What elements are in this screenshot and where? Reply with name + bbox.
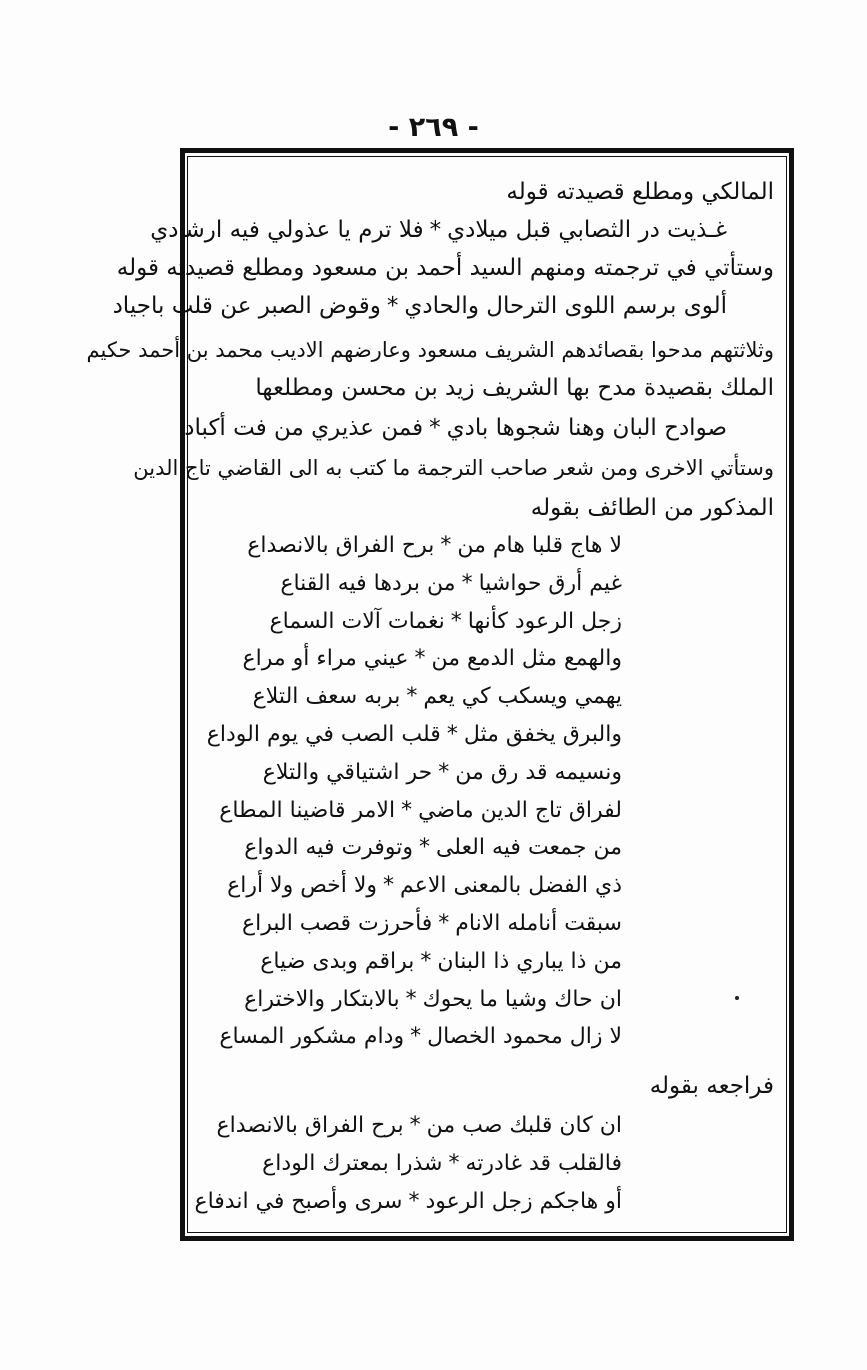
verse-first-hemistich: ألوى برسم اللوى الترحال والحادي	[404, 293, 727, 319]
verse-second-hemistich: فمن عذيري من فت أكباد	[184, 415, 424, 441]
verse-separator: *	[420, 948, 432, 974]
verse-first-hemistich: سبقت أنامله الانام	[455, 911, 622, 936]
page-number: - ٢٦٩ -	[388, 112, 479, 143]
reply-intro: فراجعه بقوله	[649, 1073, 774, 1099]
verse-first-hemistich: زجل الرعود كأنها	[467, 608, 622, 634]
verse-separator: *	[409, 1113, 421, 1138]
poem-verse	[219, 1021, 622, 1053]
poem-verse	[260, 946, 622, 978]
poem-verse	[217, 1110, 622, 1142]
prose-line: الملك بقصيدة مدح بها الشريف زيد بن محسن ومطلعها	[255, 375, 774, 401]
poem-verse	[263, 757, 622, 789]
verse-separator: *	[418, 835, 430, 861]
verse-first-hemistich: صوادح البان وهنا شجوها بادي	[446, 415, 727, 441]
verse-second-hemistich: عيني مراء أو مراع	[242, 646, 409, 672]
poem-verse	[227, 870, 622, 902]
verse-first-hemistich: من جمعت فيه العلى	[435, 835, 622, 861]
verse-line	[112, 290, 727, 322]
poem-verse	[219, 795, 622, 827]
verse-second-hemistich: شذرا بمعترك الوداع	[262, 1151, 443, 1176]
poem-verse	[280, 568, 622, 600]
verse-separator: *	[461, 570, 473, 596]
verse-second-hemistich: برح الفراق بالانصداع	[216, 1113, 404, 1138]
verse-second-hemistich: فلا ترم يا عذولي فيه ارشادي	[150, 217, 424, 243]
verse-separator: *	[438, 911, 450, 936]
verse-first-hemistich: ونسيمه قد رق من	[455, 759, 622, 785]
prose-line: المذكور من الطائف بقوله	[530, 495, 774, 521]
verse-separator: *	[408, 1189, 420, 1214]
verse-second-hemistich: براقم وبدى ضياع	[260, 948, 415, 974]
verse-separator: *	[401, 797, 413, 823]
prose-line: وستأتي في ترجمته ومنهم السيد أحمد بن مسعود ومطلع قصيدته قوله	[116, 255, 774, 281]
verse-first-hemistich: أو هاجكم زجل الرعود	[425, 1189, 622, 1214]
verse-first-hemistich: ان كان قلبك صب من	[426, 1113, 622, 1138]
poem-verse	[242, 908, 622, 940]
verse-first-hemistich: فالقلب قد غادرته	[465, 1151, 622, 1176]
poem-verse	[244, 832, 622, 864]
verse-second-hemistich: برح الفراق بالانصداع	[247, 533, 435, 558]
verse-second-hemistich: بربه سعف التلاع	[252, 684, 401, 710]
verse-separator: *	[440, 533, 452, 558]
poem-verse	[247, 530, 622, 562]
verse-first-hemistich: غيم أرق حواشيا	[478, 570, 622, 596]
prose-line: وثلاثتهم مدحوا بقصائدهم الشريف مسعود وعارضهم الاديب محمد بن أحمد حكيم	[86, 338, 774, 362]
verse-separator: *	[450, 608, 462, 634]
poem-verse	[270, 606, 622, 638]
verse-first-hemistich: لفراق تاج الدين ماضي	[418, 797, 622, 823]
verse-first-hemistich: لا زال محمود الخصال	[427, 1024, 622, 1050]
verse-separator: *	[405, 986, 417, 1012]
verse-first-hemistich: غـذيت در الثصابي قبل ميلادي	[447, 217, 727, 243]
verse-second-hemistich: بالابتكار والاختراع	[244, 986, 400, 1012]
verse-separator: *	[429, 415, 441, 441]
verse-first-hemistich: يهمي ويسكب كي يعم	[423, 684, 622, 710]
verse-second-hemistich: حر اشتياقي والتلاع	[262, 759, 433, 785]
verse-second-hemistich: وتوفرت فيه الدواع	[244, 835, 413, 861]
verse-second-hemistich: من بردها فيه القناع	[280, 570, 456, 596]
poem-verse	[207, 719, 622, 751]
verse-second-hemistich: الامر قاضينا المطاع	[219, 797, 396, 823]
poem-verse	[243, 643, 622, 675]
poem-verse	[194, 1186, 622, 1218]
prose-line: المالكي ومطلع قصيدته قوله	[506, 179, 774, 205]
verse-second-hemistich: وقوض الصبر عن قلب باجياد	[112, 293, 381, 319]
verse-first-hemistich: من ذا يباري ذا البنان	[437, 948, 622, 974]
poem-verse	[262, 1148, 622, 1180]
verse-separator: *	[438, 759, 450, 785]
verse-second-hemistich: ودام مشكور المساع	[219, 1024, 405, 1050]
verse-separator: *	[414, 646, 426, 672]
verse-separator: *	[410, 1024, 422, 1050]
verse-second-hemistich: سرى وأصبح في اندفاع	[194, 1189, 403, 1214]
verse-line	[150, 214, 727, 246]
prose-line: وستأتي الاخرى ومن شعر صاحب الترجمة ما كتب به الى القاضي تاج الدين	[133, 456, 774, 480]
verse-separator: *	[383, 873, 395, 899]
poem-verse	[253, 681, 622, 713]
verse-first-hemistich: والبرق يخفق مثل	[463, 722, 622, 747]
poem-verse	[244, 984, 622, 1016]
verse-first-hemistich: والهمع مثل الدمع من	[431, 646, 622, 672]
verse-first-hemistich: ان حاك وشيا ما يحوك	[422, 986, 622, 1012]
verse-separator: *	[446, 722, 458, 747]
verse-second-hemistich: ولا أخص ولا أراع	[227, 873, 378, 899]
verse-line	[184, 412, 727, 444]
verse-separator: *	[429, 217, 442, 243]
verse-second-hemistich: قلب الصب في يوم الوداع	[206, 722, 441, 747]
verse-separator: *	[406, 684, 418, 710]
verse-first-hemistich: لا هاج قلبا هام من	[457, 533, 622, 558]
ink-dot	[735, 996, 739, 1000]
verse-separator: *	[386, 293, 399, 319]
verse-first-hemistich: ذي الفضل بالمعنى الاعم	[400, 873, 622, 899]
verse-separator: *	[448, 1151, 460, 1176]
verse-second-hemistich: فأحرزت قصب البراع	[241, 911, 433, 936]
verse-second-hemistich: نغمات آلات السماع	[269, 608, 445, 634]
